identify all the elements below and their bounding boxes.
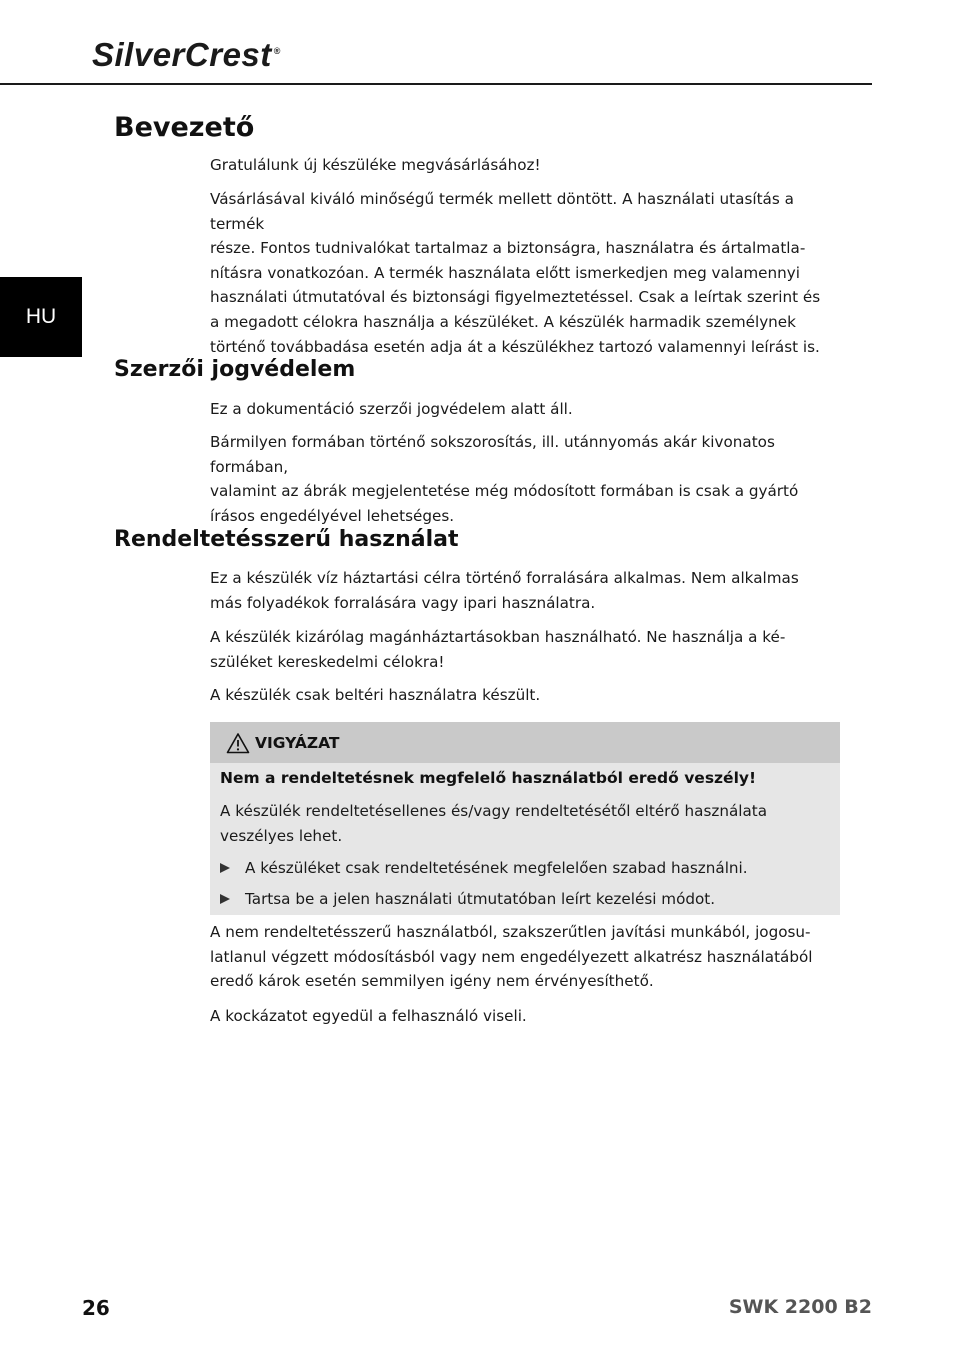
copyright-paragraph-2: Bármilyen formában történő sokszorosítás, ill. utánnyomás akár kivonatos formában, valamint az ábrák megjelentetése még módosított formában is csak a gyártó írásos engedélyével lehetséges. [210,433,799,525]
warning-label: VIGYÁZAT [255,733,340,752]
copyright-paragraph-1: Ez a dokumentáció szerzői jogvédelem alatt áll. [210,400,573,418]
section-title-intended-use: Rendeltetésszerű használat [114,527,459,552]
intended-use-paragraph-2: A készülék kizárólag magánháztartásokban használható. Ne használja a ké- szüléket kereskedelmi célokra! [210,628,786,671]
intended-use-paragraph-1: Ez a készülék víz háztartási célra történő forralására alkalmas. Nem alkalmas más folyadékok forralására vagy ipari használatra. [210,569,799,612]
header-rule [0,83,872,85]
language-tab: HU [0,277,82,357]
brand-logo: SilverCrest ® [92,36,281,73]
bullet-arrow-icon [220,863,230,873]
intended-use-paragraph-4: A nem rendeltetésszerű használatból, szakszerűtlen javítási munkából, jogosu- latlanul végzett módosításból vagy nem engedélyezett alkatrész használatából eredő károk esetén semmilyen igény nem érvényesíthető. [210,923,813,991]
warning-bullet: A készüléket csak rendeltetésének megfelelően szabad használni. [220,856,830,881]
warning-box [210,722,840,915]
warning-triangle-icon [226,732,250,754]
intro-paragraph-1: Gratulálunk új készüléke megvásárlásához! [210,156,541,174]
warning-title: Nem a rendeltetésnek megfelelő használatból eredő veszély! [220,769,757,787]
warning-text: A készülék rendeltetésellenes és/vagy rendeltetésétől eltérő használata veszélyes lehet. [220,802,768,845]
warning-bullet: Tartsa be a jelen használati útmutatóban leírt kezelési módot. [220,887,830,912]
intended-use-paragraph-5: A kockázatot egyedül a felhasználó viseli. [210,1007,527,1025]
section-title-copyright: Szerzői jogvédelem [114,357,356,382]
model-number: SWK 2200 B2 [728,1296,872,1318]
bullet-arrow-icon [220,894,230,904]
page-number: 26 [82,1296,110,1320]
section-title-intro: Bevezető [114,112,255,143]
intended-use-paragraph-3: A készülék csak beltéri használatra készült. [210,686,541,704]
intro-paragraph-2: Vásárlásával kiváló minőségű termék mellett döntött. A használati utasítás a termék része. Fontos tudnivalókat tartalmaz a biztonságra, használatra és ártalmatla- nításra vonatkozóan. A termék használata előtt ismerkedjen meg valamennyi használati útmutatóval és biztonsági figyelmeztetéssel. Csak a leírtak szerint és a megadott célokra használja a készüléket. A készülék harmadik személynek történő továbbadása esetén adja át a készülékhez tartozó valamennyi leírást is. [210,190,821,356]
warning-header [210,722,840,763]
